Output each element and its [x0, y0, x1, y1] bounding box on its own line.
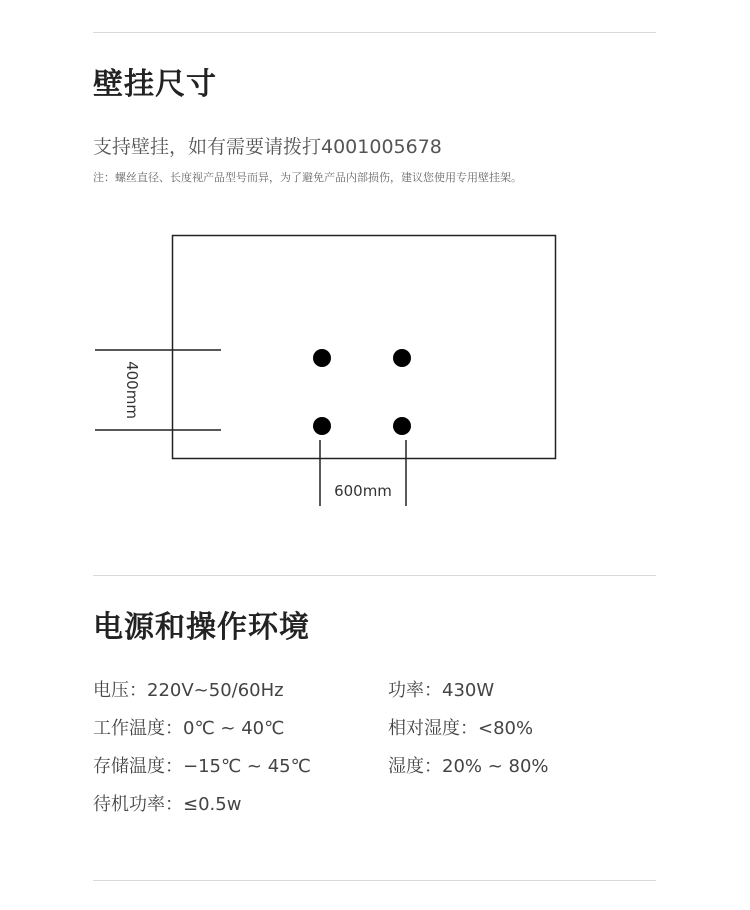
- wall-mount-note: 注：螺丝直径、长度视产品型号而异，为了避免产品内部损伤，建议您使用专用壁挂架。: [93, 171, 522, 184]
- mount-hole-bottom-right: [393, 417, 411, 435]
- wall-mount-subtitle: 支持壁挂，如有需要请拨打4001005678: [93, 136, 442, 158]
- horizontal-dimension-label: 600mm: [334, 482, 392, 500]
- spec-voltage: 电压：220V~50/60Hz: [93, 680, 284, 701]
- mount-hole-top-left: [313, 349, 331, 367]
- vertical-dimension-label: 400mm: [123, 361, 141, 419]
- tv-outline: [173, 236, 556, 459]
- mount-hole-bottom-left: [313, 417, 331, 435]
- wall-mount-title: 壁挂尺寸: [93, 67, 217, 102]
- spec-storage-temperature: 存储温度：−15℃ ~ 45℃: [93, 756, 311, 777]
- mount-hole-top-right: [393, 349, 411, 367]
- spec-relative-humidity: 相对湿度：<80%: [388, 718, 534, 739]
- middle-divider: [93, 575, 656, 576]
- bottom-divider: [93, 880, 656, 881]
- spec-working-temperature: 工作温度：0℃ ~ 40℃: [93, 718, 285, 739]
- spec-humidity: 湿度：20% ~ 80%: [388, 756, 549, 777]
- spec-standby-power: 待机功率：≤0.5w: [93, 794, 242, 815]
- power-section-title: 电源和操作环境: [93, 610, 310, 645]
- spec-power: 功率：430W: [388, 680, 495, 701]
